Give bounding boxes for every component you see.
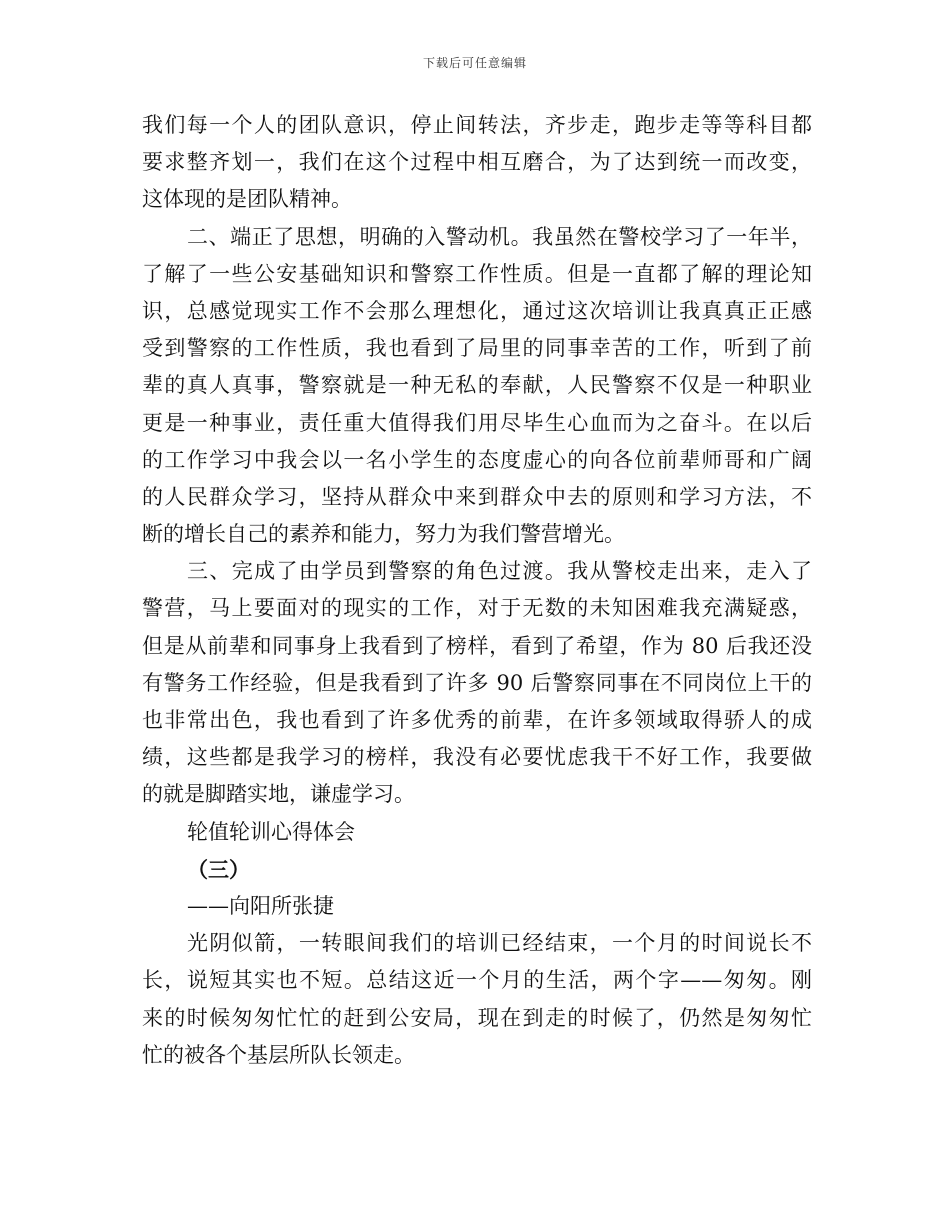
heading-line: 轮值轮训心得体会: [187, 819, 355, 844]
text-line: 来的时候匆匆忙忙的赶到公安局，现在到走的时候了，仍然是匆匆忙: [142, 1005, 812, 1030]
paragraph-first-line: 光阴似箭，一转眼间我们的培训已经结束，一个月的时间说长不: [187, 931, 812, 956]
text-line: 了解了一些公安基础知识和警察工作性质。但是一直都了解的理论知: [142, 261, 812, 286]
document-body: [142, 107, 812, 1074]
paragraph-last-line: 断的增长自己的素养和能力，努力为我们警营增光。: [142, 522, 625, 547]
paragraph-last-line: 忙的被各个基层所队长领走。: [142, 1042, 415, 1067]
text-line: 有警务工作经验，但是我看到了许多 90 后警察同事在不同岗位上干的: [142, 670, 812, 695]
heading-line: ——向阳所张捷: [187, 893, 334, 918]
paragraph-last-line: 的就是脚踏实地，谦虚学习。: [142, 782, 415, 807]
text-line: 的人民群众学习，坚持从群众中来到群众中去的原则和学习方法，不: [142, 484, 812, 509]
text-line: 的工作学习中我会以一名小学生的态度虚心的向各位前辈师哥和广阔: [142, 447, 812, 472]
text-line: 警营，马上要面对的现实的工作，对于无数的未知困难我充满疑惑，: [142, 596, 812, 621]
text-line: 绩，这些都是我学习的榜样，我没有必要忧虑我干不好工作，我要做: [142, 745, 812, 770]
paragraph-first-line: 三、完成了由学员到警察的角色过渡。我从警校走出来，走入了: [187, 559, 812, 584]
text-line: 辈的真人真事，警察就是一种无私的奉献，人民警察不仅是一种职业: [142, 373, 812, 398]
section-number: （三）: [187, 856, 250, 882]
paragraph-last-line: 这体现的是团队精神。: [142, 187, 352, 212]
text-line: 长，说短其实也不短。总结这近一个月的生活，两个字——匆匆。刚: [142, 968, 812, 993]
paragraph-first-line: 二、端正了思想，明确的入警动机。我虽然在警校学习了一年半，: [187, 224, 812, 249]
text-line: 也非常出色，我也看到了许多优秀的前辈，在许多领域取得骄人的成: [142, 708, 812, 732]
text-line: 要求整齐划一，我们在这个过程中相互磨合，为了达到统一而改变，: [142, 150, 812, 175]
text-line: 识，总感觉现实工作不会那么理想化，通过这次培训让我真真正正感: [142, 298, 812, 323]
text-line: 更是一种事业，责任重大值得我们用尽毕生心血而为之奋斗。在以后: [142, 410, 812, 435]
text-line: 我们每一个人的团队意识，停止间转法，齐步走，跑步走等等科目都: [142, 113, 812, 137]
page-header: 下载后可任意编辑: [422, 56, 527, 70]
text-line: 但是从前辈和同事身上我看到了榜样，看到了希望，作为 80 后我还没: [142, 633, 812, 658]
text-line: 受到警察的工作性质，我也看到了局里的同事幸苦的工作，听到了前: [142, 336, 812, 361]
